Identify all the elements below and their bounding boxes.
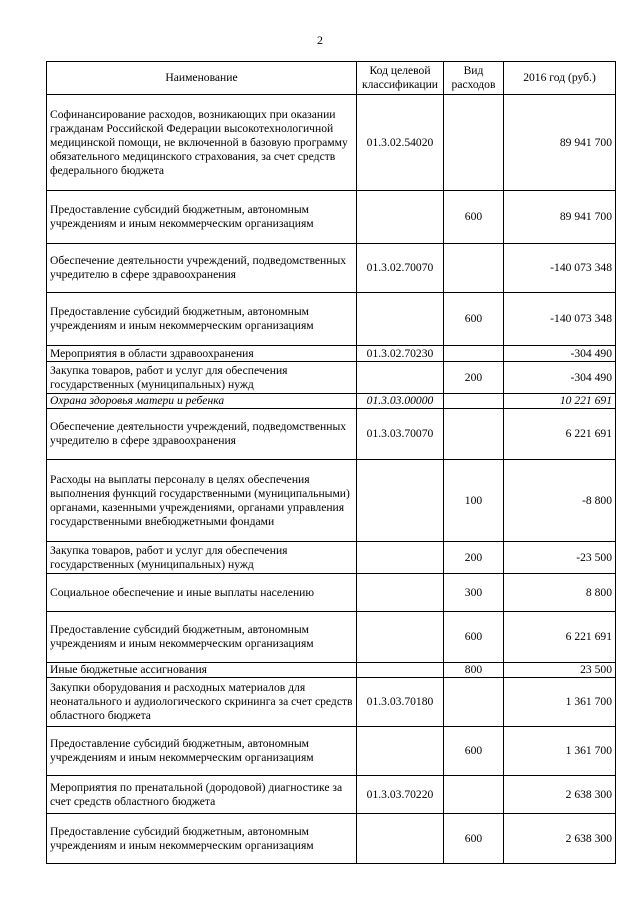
row-amount: 6 221 691 [504,612,616,663]
row-code: 01.3.03.70070 [357,409,444,460]
row-name: Предоставление субсидий бюджетным, автономным учреждениям и иным некоммерческим организациям [47,612,357,663]
table-row [47,362,616,394]
row-code: 01.3.02.54020 [357,95,444,191]
row-code: 01.3.02.70070 [357,244,444,293]
row-code [357,362,444,394]
row-code [357,460,444,542]
row-code [357,727,444,776]
row-expense-type: 600 [444,612,504,663]
row-name: Охрана здоровья матери и ребенка [47,394,357,409]
row-expense-type [444,776,504,814]
table-row [47,460,616,542]
header-expense-type: Вид расходов [444,62,504,95]
row-expense-type: 600 [444,727,504,776]
table-row [47,612,616,663]
row-name: Предоставление субсидий бюджетным, автономным учреждениям и иным некоммерческим организациям [47,814,357,864]
row-name: Социальное обеспечение и иные выплаты населению [47,574,357,612]
row-name: Предоставление субсидий бюджетным, автономным учреждениям и иным некоммерческим организациям [47,727,357,776]
row-amount: -140 073 348 [504,244,616,293]
row-name: Обеспечение деятельности учреждений, подведомственных учредителю в сфере здравоохранения [47,244,357,293]
row-amount: 8 800 [504,574,616,612]
row-amount: 1 361 700 [504,678,616,727]
header-amount-2016: 2016 год (руб.) [504,62,616,95]
budget-table [46,61,616,864]
row-name: Софинансирование расходов, возникающих при оказании гражданам Российской Федерации высокотехнологичной медицинской помощи, не включенной в базовую программу обязательного медицинского страхования, за счет средств федерального бюджета [47,95,357,191]
table-header-row [47,62,616,95]
table-row [47,293,616,346]
row-name: Мероприятия по пренатальной (дородовой) диагностике за счет средств областного бюджета [47,776,357,814]
row-name: Иные бюджетные ассигнования [47,663,357,678]
row-name: Обеспечение деятельности учреждений, подведомственных учредителю в сфере здравоохранения [47,409,357,460]
table-row [47,663,616,678]
row-expense-type: 200 [444,362,504,394]
row-amount: 1 361 700 [504,727,616,776]
row-amount: 23 500 [504,663,616,678]
table-row [47,95,616,191]
row-name: Расходы на выплаты персоналу в целях обеспечения выполнения функций государственными (муниципальными) органами, казенными учреждениями, органами управления государственными внебюджетными фондами [47,460,357,542]
row-amount: 10 221 691 [504,394,616,409]
row-name: Мероприятия в области здравоохранения [47,346,357,362]
row-amount: -8 800 [504,460,616,542]
row-amount: 2 638 300 [504,776,616,814]
row-expense-type [444,409,504,460]
table-row [47,776,616,814]
table-row [47,346,616,362]
row-code: 01.3.03.70180 [357,678,444,727]
row-code [357,612,444,663]
row-expense-type: 600 [444,293,504,346]
page-number: 2 [317,33,323,47]
row-code: 01.3.03.70220 [357,776,444,814]
table-row [47,814,616,864]
row-code [357,663,444,678]
row-name: Предоставление субсидий бюджетным, автономным учреждениям и иным некоммерческим организациям [47,191,357,244]
table-row [47,727,616,776]
table-row [47,678,616,727]
row-code: 01.3.03.00000 [357,394,444,409]
table-row [47,191,616,244]
row-expense-type: 200 [444,542,504,574]
row-expense-type: 300 [444,574,504,612]
row-expense-type [444,244,504,293]
row-amount: 89 941 700 [504,191,616,244]
table-row [47,542,616,574]
row-expense-type: 600 [444,191,504,244]
row-expense-type [444,678,504,727]
row-code: 01.3.02.70230 [357,346,444,362]
row-name: Предоставление субсидий бюджетным, автономным учреждениям и иным некоммерческим организациям [47,293,357,346]
row-amount: -304 490 [504,346,616,362]
table-row [47,574,616,612]
row-amount: 89 941 700 [504,95,616,191]
row-amount: 2 638 300 [504,814,616,864]
row-expense-type: 600 [444,814,504,864]
row-amount: -140 073 348 [504,293,616,346]
header-name: Наименование [47,62,357,95]
table-row [47,409,616,460]
row-name: Закупка товаров, работ и услуг для обеспечения государственных (муниципальных) нужд [47,362,357,394]
row-code [357,814,444,864]
row-expense-type: 100 [444,460,504,542]
row-amount: 6 221 691 [504,409,616,460]
row-code [357,191,444,244]
row-expense-type [444,394,504,409]
row-expense-type [444,95,504,191]
row-code [357,542,444,574]
table-row [47,394,616,409]
row-expense-type: 800 [444,663,504,678]
table-row [47,244,616,293]
row-amount: -304 490 [504,362,616,394]
header-code: Код целевой классификации [357,62,444,95]
row-code [357,293,444,346]
row-code [357,574,444,612]
row-name: Закупка товаров, работ и услуг для обеспечения государственных (муниципальных) нужд [47,542,357,574]
row-name: Закупки оборудования и расходных материалов для неонатального и аудиологического скрининга за счет средств областного бюджета [47,678,357,727]
row-amount: -23 500 [504,542,616,574]
row-expense-type [444,346,504,362]
